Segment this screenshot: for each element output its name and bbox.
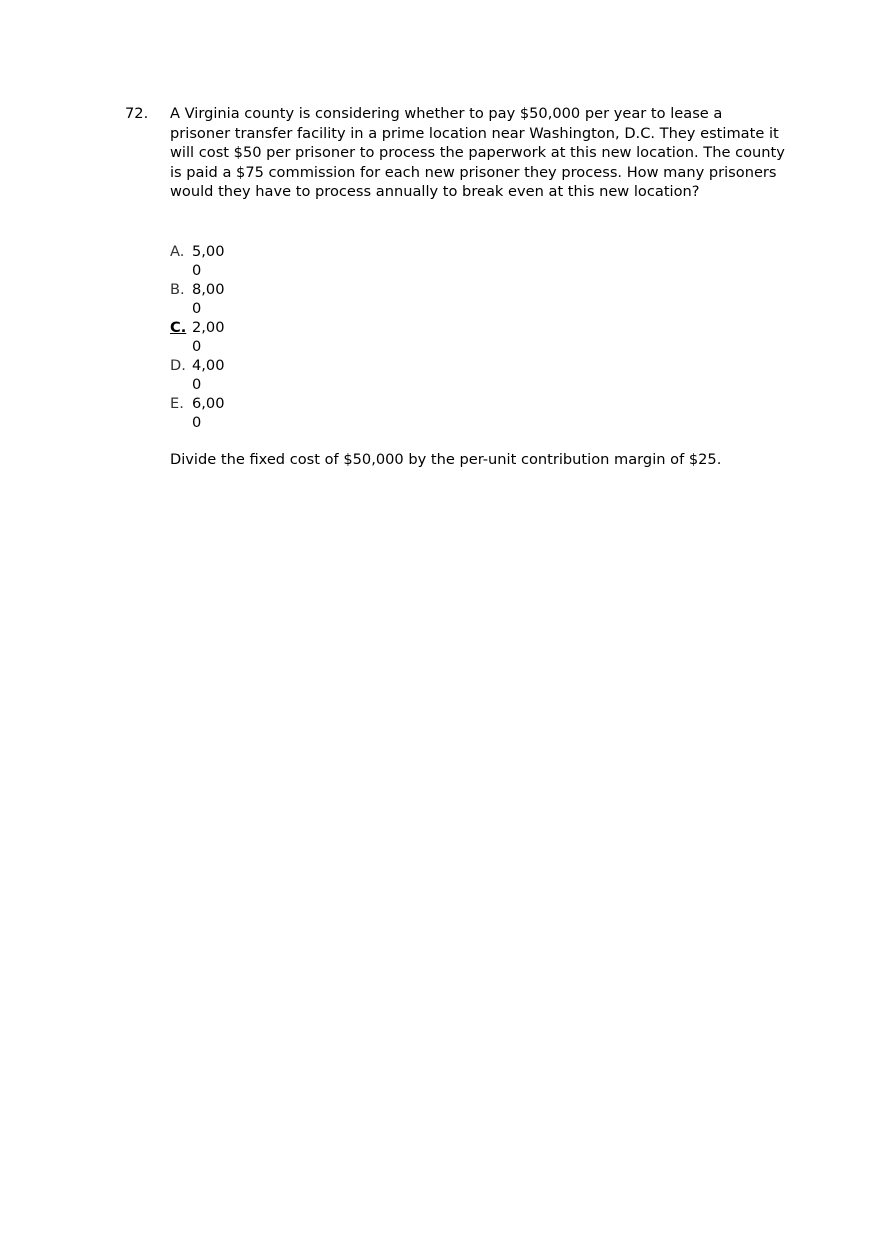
answer-choice-d xyxy=(170,356,228,394)
answer-choice-c xyxy=(170,318,228,356)
choice-value: 2,000 xyxy=(192,319,225,355)
question-number: 72. xyxy=(125,105,149,122)
choice-value: 4,000 xyxy=(192,357,225,393)
choice-letter: A. xyxy=(170,243,185,260)
answer-choice-a xyxy=(170,242,228,280)
choice-letter: E. xyxy=(170,395,184,412)
choice-letter: B. xyxy=(170,281,185,298)
choice-value: 6,000 xyxy=(192,395,225,431)
correct-choice-letter: C. xyxy=(170,319,187,336)
answer-choice-b xyxy=(170,280,228,318)
choice-value: 8,000 xyxy=(192,281,225,317)
answer-choice-e xyxy=(170,394,228,432)
answer-explanation: Divide the fixed cost of $50,000 by the per-unit contribution margin of $25. xyxy=(170,451,722,468)
choice-value: 5,000 xyxy=(192,243,225,279)
question-text: A Virginia county is considering whether to pay $50,000 per year to lease a prisoner transfer facility in a prime location near Washington, D.C. They estimate it will cost $50 per prisoner to process the paperwork at this new location. The county is paid a $75 commission for each new prisoner they process. How many prisoners would they have to process annually to break even at this new location? xyxy=(170,105,785,200)
choice-letter: D. xyxy=(170,357,186,374)
answer-choices xyxy=(170,242,228,432)
